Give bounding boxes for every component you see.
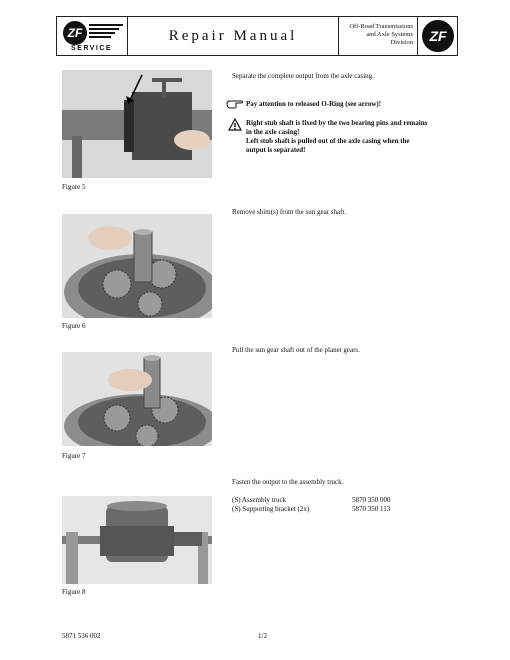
division-text: Off-Road Transmissions and Axle Systems Division: [349, 23, 413, 46]
figure-5-label: Figure 5: [62, 183, 86, 191]
zf-logo-icon: ZF: [422, 20, 454, 52]
service-label: SERVICE: [71, 45, 113, 52]
step-8-text: Fasten the output to the assembly truck.: [232, 478, 344, 486]
tool-2-name: (S) Supporting bracket (2x): [232, 505, 310, 513]
step-5-note: Pay attention to released O-Ring (see arrow)!: [246, 100, 382, 108]
output-separation-photo: [62, 70, 212, 178]
assembly-truck-photo: [62, 496, 212, 584]
warning-triangle-icon: [228, 118, 242, 131]
zf-logo-icon: ZF: [63, 21, 87, 45]
step-7-text: Pull the sun gear shaft out of the planet gears.: [232, 346, 360, 354]
figure-7-label: Figure 7: [62, 452, 86, 460]
document-number: 5871 536 002: [62, 632, 101, 640]
figure-8-label: Figure 8: [62, 588, 86, 596]
page-header: [56, 16, 458, 56]
sun-gear-shaft-photo: [62, 352, 212, 446]
step-5-warning: Right stub shaft is fixed by the two bearing pins and remains in the axle casing! Left stub shaft is pulled out of the axle casing when the output is separated!: [246, 119, 428, 154]
title-cell: [128, 17, 339, 55]
page-number: 1/2: [258, 632, 267, 640]
pointing-hand-icon: [226, 98, 244, 110]
figure-6-label: Figure 6: [62, 322, 86, 330]
sun-gear-shim-photo: [62, 214, 212, 318]
page-title: Repair Manual: [168, 28, 298, 44]
figure-6-image: [62, 214, 212, 318]
figure-7-image: [62, 352, 212, 446]
division-cell: [339, 17, 418, 55]
tool-1-name: (S) Assembly truck: [232, 496, 287, 504]
step-6-text: Remove shim(s) from the sun gear shaft.: [232, 208, 347, 216]
speed-lines-graphic: [89, 23, 123, 41]
tool-1-number: 5870 350 000: [352, 496, 391, 504]
tool-2-number: 5870 350 113: [352, 505, 391, 513]
zf-logo-cell: [418, 17, 457, 55]
figure-8-image: [62, 496, 212, 584]
step-5-text: Separate the complete output from the axle casing.: [232, 72, 374, 80]
figure-5-image: [62, 70, 212, 178]
zf-service-logo: [57, 17, 128, 55]
